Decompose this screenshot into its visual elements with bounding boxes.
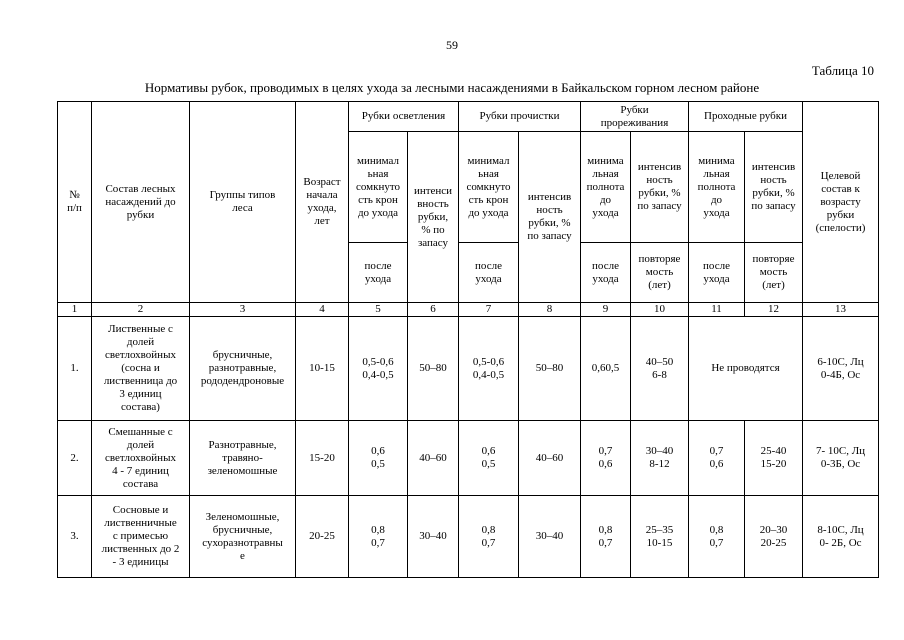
row-target-composition [803,496,879,578]
cell-text-line: 0,6 [598,458,613,470]
row-proch-intensity: 30–40 [519,496,581,578]
table-row [58,496,879,578]
cell-text-line: 0,8 [709,523,724,536]
row-proch-min-density [459,317,519,421]
cell-text-line: насаждений до [105,195,176,208]
cell-text-line: до [599,193,612,206]
row-start-age: 15-20 [296,421,349,496]
cell-text-line: ухода [703,206,730,219]
cell-text-line: 0-3Б, Ос [820,458,861,470]
row-forest-types [190,421,296,496]
cell-text-line: 25-40 [760,445,787,457]
cell-text-line: Группы типов [209,189,276,201]
row-proch-min-density [459,496,519,578]
column-number: 5 [349,303,408,317]
cell-text-line: ьная [367,167,389,180]
header-forest-types [190,102,296,303]
cell-text-line: 8-12 [649,458,670,470]
row-target-composition [803,317,879,421]
cell-text-line: до [710,193,723,206]
cell-text-line: Зеленомошные, [205,510,280,523]
cell-text-line: Возраст [303,176,341,188]
row-osv-min-density [349,496,408,578]
cell-text-line: состав к [821,182,860,195]
cell-text-line: мость [759,266,788,278]
cell-text-line: 0,7 [598,445,613,457]
header-prorezh-after-care [581,243,631,303]
cell-text-line: лиственничные [104,517,177,529]
header-prorezh-intensity [631,132,689,243]
cell-text-line: сомкнуто [355,180,401,193]
cell-text-line: 0,5 [371,458,385,470]
cell-text-line: 20–30 [759,523,788,536]
column-number: 8 [519,303,581,317]
cell-text-line: 0,7 [598,536,613,549]
cell-text-line: брусничные, [212,349,273,361]
header-composition [92,102,190,303]
cell-text-line: ухода [475,272,502,285]
cell-text-line: ность [536,204,563,216]
cell-text-line: 0,6 [371,445,385,457]
header-proch-intensity [519,132,581,303]
cell-text-line: рубки [126,208,155,221]
cell-text-line: рубки, [417,210,449,223]
cell-text-line: - 3 единицы [112,556,169,568]
cell-text-line: ность [646,174,673,186]
cell-text-line: после [475,259,502,272]
cell-text-line: Разнотравные, [208,438,277,451]
header-proch-min-density [459,132,519,243]
header-prorezh-repeat [631,243,689,303]
cell-text-line: состава [122,477,159,490]
cell-text-line: зеленомошные [207,464,278,477]
cell-text-line: Рубки [620,103,649,116]
header-osv-min-density [349,132,408,243]
column-number: 13 [803,303,879,317]
table-row [58,421,879,496]
cell-text-line: интенси [413,184,453,197]
cell-text-line: 7- 10С, Лц [815,445,866,457]
cell-text-line: 4 - 7 единиц [112,464,169,477]
cell-text-line: лиственных до 2 [101,543,180,555]
cell-text-line: Лиственные с [108,323,173,335]
row-prorezh-intensity [631,421,689,496]
row-prohod-not-conducted: Не проводятся [689,317,803,421]
column-number: 9 [581,303,631,317]
row-prohod-min-fullness [689,421,745,496]
cell-text-line: 0,8 [598,523,613,536]
cell-text-line: светлохвойных [105,451,176,464]
row-number: 1. [58,317,92,421]
cell-text-line: прореживания [600,116,669,129]
cell-text-line: 25–35 [645,523,674,536]
row-prorezh-min-fullness [581,317,631,421]
cell-text-line: полнота [697,180,736,193]
row-prohod-intensity [745,421,803,496]
cell-text-line: № [69,189,80,201]
header-number [58,102,92,303]
header-group-prokhodnye: Проходные рубки [689,102,803,132]
cell-text-line: вность [417,197,449,210]
cell-text-line: 0,5 [481,458,496,470]
cell-text-line: 0- 2Б, Ос [819,536,862,549]
cell-text-line: % по [421,223,445,236]
cell-text-line: сть крон [358,193,398,206]
cell-text-line: рубки, % [638,187,681,199]
cell-text-line: минима [587,154,624,167]
header-start-age [296,102,349,303]
cell-text-line: сть крон [468,193,509,206]
cell-text-line: сомкнуто [466,180,511,193]
cell-text-line: 6-10С, Лц [817,355,864,368]
cell-text-line: 0,4-0,5 [472,368,505,381]
cell-text-line: повторяе [752,253,795,265]
column-number: 4 [296,303,349,317]
cell-text-line: 40–50 [645,355,674,368]
cell-text-line: 10-15 [646,536,673,549]
cell-text-line: разнотравные, [208,362,277,374]
row-osv-min-density [349,421,408,496]
header-osv-intensity [408,132,459,303]
row-osv-min-density [349,317,408,421]
cell-text-line: ухода [364,272,392,285]
row-prorezh-min-fullness [581,421,631,496]
cell-text-line: п/п [67,202,82,214]
column-number: 7 [459,303,519,317]
cell-text-line: е [240,549,245,562]
cell-text-line: травяно- [222,451,263,464]
cell-text-line: 0,7 [371,536,385,549]
cell-text-line: Сосновые и [112,504,169,516]
row-proch-min-density [459,421,519,496]
cell-text-line: по запасу [527,230,572,242]
row-prorezh-min-fullness [581,496,631,578]
table-row [58,317,879,421]
cell-text-line: 0,5-0,6 [362,355,394,368]
cell-text-line: ухода, [307,202,337,214]
row-osv-intensity: 30–40 [408,496,459,578]
cell-text-line: запасу [417,236,449,249]
cell-text-line: лиственница до [103,375,178,387]
cell-text-line: (спелости) [815,221,866,234]
row-start-age: 20-25 [296,496,349,578]
cell-text-line: возрасту [820,195,861,208]
column-number: 2 [92,303,190,317]
row-composition [92,317,190,421]
table-title: Нормативы рубок, проводимых в целях ухода за лесными насаждениями в Байкальском горном лесном районе [144,80,760,95]
cell-text-line: долей [126,438,155,451]
column-number: 3 [190,303,296,317]
cell-text-line: 0,60,5 [591,362,620,374]
cell-text-line: мость [645,266,674,278]
row-prorezh-intensity [631,317,689,421]
cell-text-line: 6-8 [652,368,667,381]
column-number: 10 [631,303,689,317]
header-proch-after-care [459,243,519,303]
cell-text-line: после [364,259,392,272]
cell-text-line: 0,7 [709,445,724,457]
cell-text-line: 0,6 [481,445,496,457]
cell-text-line: ьная [478,167,499,180]
cell-text-line: Целевой [820,169,861,182]
cell-text-line: Состав лесных [105,182,176,195]
cell-text-line: по запасу [637,200,682,212]
cell-text-line: 8-10С, Лц [817,523,864,536]
cell-text-line: рубки, % [752,187,795,199]
cell-text-line: 20-25 [760,536,787,549]
cell-text-line: 15-20 [760,458,787,470]
row-forest-types [190,496,296,578]
row-target-composition [803,421,879,496]
header-osv-after-care [349,243,408,303]
cell-text-line: начала [306,189,338,201]
cell-text-line: рубки, % [528,217,571,229]
cell-text-line: после [703,259,730,272]
cell-text-line: льная [592,167,619,180]
cell-text-line: льная [703,167,730,180]
cell-text-line: с примесью [112,530,169,542]
column-number: 1 [58,303,92,317]
cell-text-line: полнота [586,180,625,193]
row-prohod-min-fullness [689,496,745,578]
header-target-composition [803,102,879,303]
cell-text-line: долей [126,336,155,348]
row-composition [92,496,190,578]
header-group-prochistki: Рубки прочистки [459,102,581,132]
row-number: 2. [58,421,92,496]
row-proch-intensity: 50–80 [519,317,581,421]
cell-text-line: Смешанные с [108,425,173,438]
cell-text-line: интенсив [527,191,572,203]
cell-text-line: брусничные, [212,523,273,536]
cell-text-line: минимал [467,154,510,167]
header-row-groups [58,102,879,132]
header-prohod-intensity [745,132,803,243]
row-forest-types [190,317,296,421]
row-osv-intensity: 50–80 [408,317,459,421]
cell-text-line: сухоразнотравны [202,536,283,549]
cell-text-line: 0,8 [371,523,385,536]
cell-text-line: состава) [121,401,160,413]
cell-text-line: 0,8 [481,523,496,536]
header-prorezh-min-fullness [581,132,631,243]
row-start-age: 10-15 [296,317,349,421]
row-number: 3. [58,496,92,578]
cell-text-line: ность [760,174,787,186]
cell-text-line: леса [232,202,253,214]
row-proch-intensity: 40–60 [519,421,581,496]
cell-text-line: 0,6 [709,458,724,470]
cell-text-line: 0,7 [709,536,724,549]
table-label: Таблица 10 [811,63,874,78]
cell-text-line: интенсив [637,161,682,173]
cell-text-line: 30–40 [645,445,674,457]
column-number-row [58,303,879,317]
cell-text-line: по запасу [751,200,796,212]
header-group-osvetleniya: Рубки осветления [349,102,459,132]
cell-text-line: 0-4Б, Ос [820,368,861,381]
cell-text-line: 0,4-0,5 [362,368,394,381]
column-number: 11 [689,303,745,317]
column-number: 12 [745,303,803,317]
cell-text-line: лет [314,215,330,227]
cell-text-line: рододендроновые [200,375,285,387]
cell-text-line: ухода [592,272,619,285]
cell-text-line: после [592,259,619,272]
row-osv-intensity: 40–60 [408,421,459,496]
header-prohod-min-fullness [689,132,745,243]
row-prorezh-intensity [631,496,689,578]
cell-text-line: ухода [592,206,619,219]
cell-text-line: (сосна и [121,362,160,374]
row-prohod-intensity [745,496,803,578]
header-prohod-after-care [689,243,745,303]
cell-text-line: минимал [357,154,399,167]
cell-text-line: 0,7 [481,536,496,549]
cell-text-line: (лет) [762,279,785,291]
cell-text-line: интенсив [751,161,796,173]
column-number: 6 [408,303,459,317]
cell-text-line: светлохвойных [105,349,176,361]
row-composition [92,421,190,496]
page-number: 59 [446,38,458,52]
cell-text-line: рубки [826,208,855,221]
cell-text-line: 0,5-0,6 [472,355,505,368]
cell-text-line: повторяе [638,253,681,265]
header-prohod-repeat [745,243,803,303]
cell-text-line: до ухода [468,206,509,219]
cell-text-line: 3 единиц [119,388,162,400]
cell-text-line: минима [698,154,735,167]
cell-text-line: (лет) [648,279,671,291]
header-group-prorezhivaniya [581,102,689,132]
norms-table [57,101,879,578]
cell-text-line: до ухода [357,206,399,219]
cell-text-line: ухода [703,272,730,285]
